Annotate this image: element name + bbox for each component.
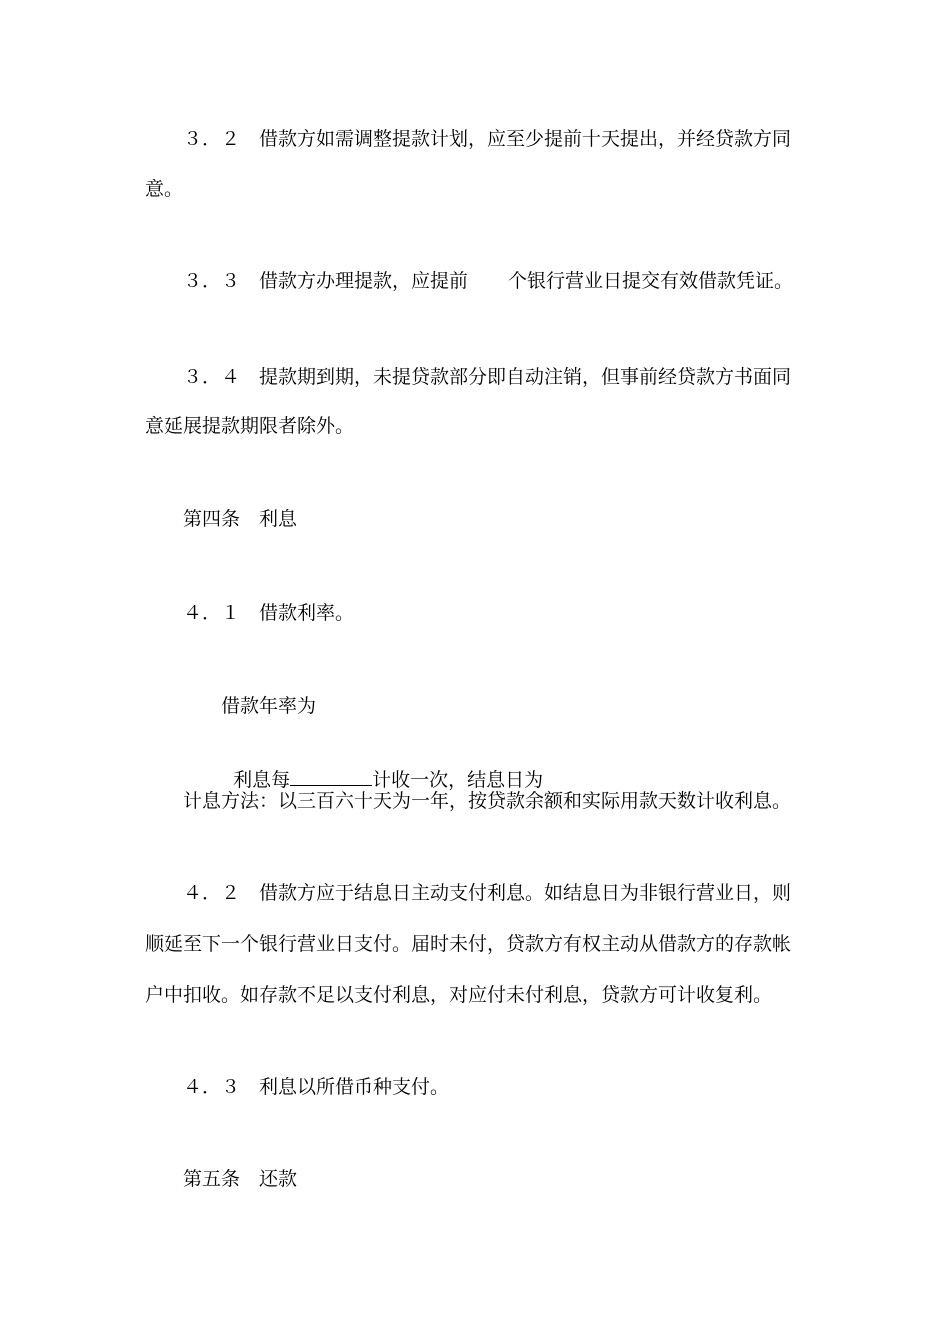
clause-3-3-number: ３．３ — [183, 270, 241, 292]
clause-4-2-text-line3: 户中扣收。如存款不足以支付利息，对应付未付利息，贷款方可计收复利。 — [145, 984, 773, 1006]
clause-3-4-text-line1: 提款期到期，未提贷款部分即自动注销，但事前经贷款方书面同 — [259, 366, 792, 388]
clause-3-4-text-line2: 意延展提款期限者除外。 — [145, 415, 355, 437]
interest-frequency-before: 利息每 — [233, 769, 291, 791]
clause-4-3-text: 利息以所借币种支付。 — [259, 1076, 450, 1098]
clause-4-2-text-line1: 借款方应于结息日主动支付利息。如结息日为非银行营业日，则 — [259, 882, 792, 904]
clause-4-2-number: ４．２ — [183, 882, 241, 904]
clause-3-3-text-before: 借款方办理提款，应提前 — [259, 270, 469, 292]
clause-4-3-number: ４．３ — [183, 1076, 241, 1098]
clause-3-3-text-after: 个银行营业日提交有效借款凭证。 — [508, 270, 794, 292]
interest-frequency-line — [221, 743, 543, 792]
clause-3-2-text-line1: 借款方如需调整提款计划，应至少提前十天提出，并经贷款方同 — [259, 128, 792, 150]
interest-frequency-blank — [290, 767, 372, 786]
clause-3-4-number: ３．４ — [183, 366, 241, 388]
article-5-title: 还款 — [259, 1168, 298, 1190]
article-5-label: 第五条 — [183, 1168, 241, 1190]
article-4-title: 利息 — [259, 508, 298, 530]
clause-4-2-text-line2: 顺延至下一个银行营业日支付。届时未付，贷款方有权主动从借款方的存款帐 — [145, 933, 792, 955]
article-4-label: 第四条 — [183, 508, 241, 530]
interest-frequency-after: 计收一次，结息日为 — [372, 769, 544, 791]
annual-rate-line: 借款年率为 — [221, 695, 317, 717]
clause-4-1-text: 借款利率。 — [259, 602, 355, 624]
clause-3-2-text-line2: 意。 — [145, 178, 184, 200]
interest-calc-method: 计息方法：以三百六十天为一年，按贷款余额和实际用款天数计收利息。 — [183, 790, 792, 812]
clause-3-2-number: ３．２ — [183, 128, 241, 150]
clause-4-1-number: ４．１ — [183, 602, 241, 624]
